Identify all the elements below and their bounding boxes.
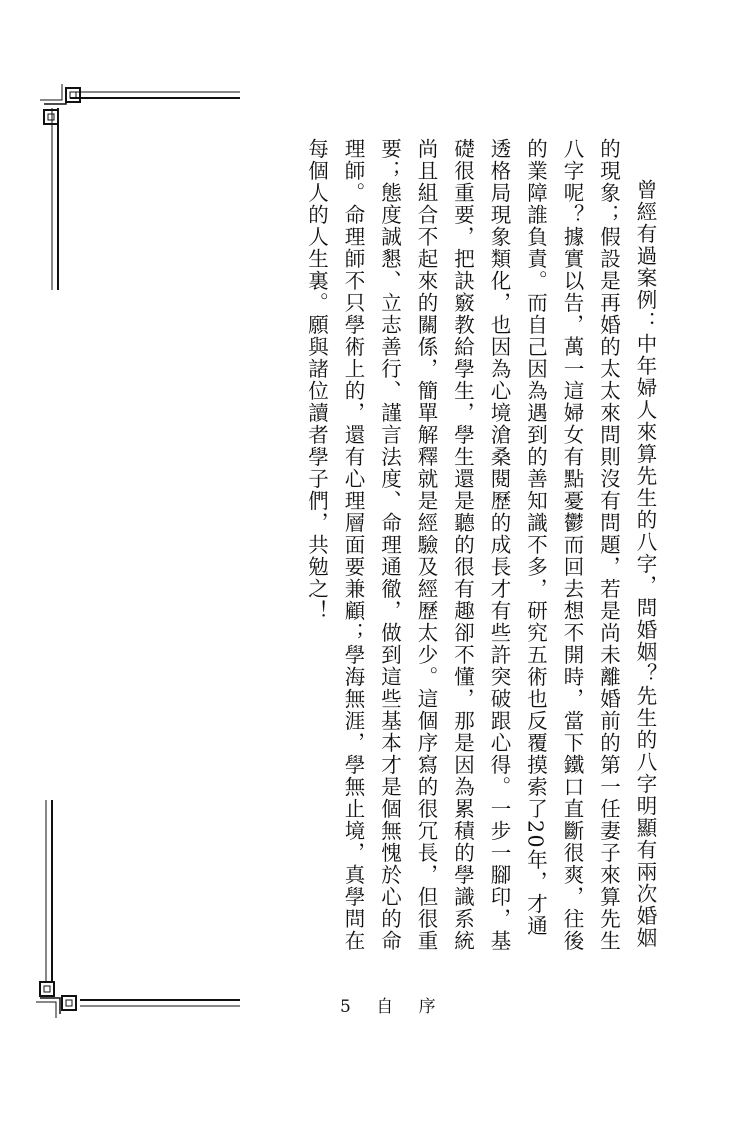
section-title: 自 序 — [376, 997, 446, 1017]
corner-ornament-top-left — [40, 84, 240, 290]
corner-ornament-bottom-left — [36, 800, 240, 1018]
page-number: 5 — [340, 997, 361, 1017]
preface-paragraph: 曾經有過案例：中年婦人來算先生的八字，問婚姻？先生的八字明顯有兩次婚姻的現象；假設是再婚的太太來問則沒有問題，若是尚未離婚前的第一任妻子來算先生八字呢？據實以告，萬一這婦女有點憂鬱而回去想不開時，當下鐵口直斷很爽，往後的業障誰負責。而自己因為遇到的善知識不多，研究五術也反覆摸索了20年，才通透格局現象類化，也因為心境滄桑閱歷的成長才有些許突破跟心得。一步一腳印，基礎很重要，把訣竅教給學生，學生還是聽的很有趣卻不懂，那是因為累積的學識系統尚且組合不起來的關係，簡單解釋就是經驗及經歷太少。這個序寫的很冗長，但很重要；態度誠懇、立志善行、謹言法度、命理通徹，做到這些基本才是個無愧於心的命理師。命理師不只學術上的，還有心理層面要兼顧；學海無涯，學無止境，真學問在每個人的人生裏。願與諸位讀者學子們，共勉之！ — [304, 138, 657, 952]
preface-body — [298, 138, 663, 958]
page-footer — [340, 992, 446, 1017]
